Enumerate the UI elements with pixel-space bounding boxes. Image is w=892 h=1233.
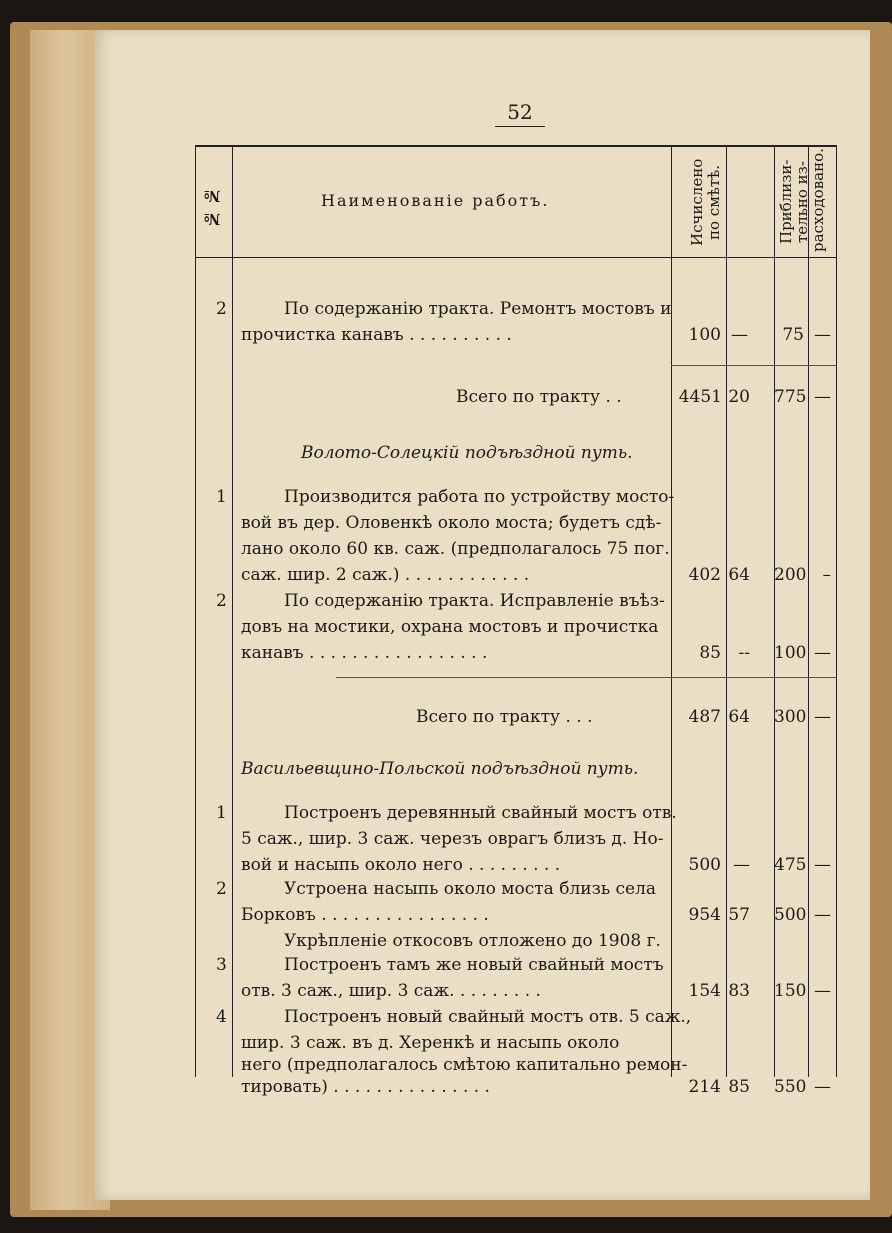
section-title: Волото-Солецкій подъѣздной путь.	[301, 443, 633, 463]
col-divider	[774, 147, 775, 1077]
row-text: вой въ дер. Оловенкѣ около моста; будетъ сдѣ-	[241, 513, 662, 533]
row-text: Построенъ деревянный свайный мостъ отв.	[284, 803, 677, 823]
estimate-kopecks: 85	[728, 1077, 750, 1097]
header-divider	[196, 257, 836, 258]
row-text: 5 саж., шир. 3 саж. черезъ оврагъ близъ д. Но-	[241, 829, 664, 849]
row-text: прочистка канавъ . . . . . . . . . .	[241, 325, 512, 345]
row-text: тировать) . . . . . . . . . . . . . . .	[241, 1077, 490, 1097]
row-number: 3	[216, 955, 227, 975]
row-text: Устроена насыпь около моста близь села	[284, 879, 657, 899]
estimate-kopecks: 57	[728, 905, 750, 925]
header-spent-2: тельно из-	[793, 161, 811, 243]
col-divider	[671, 147, 672, 1077]
row-text: Борковъ . . . . . . . . . . . . . . . .	[241, 905, 489, 925]
row-number: 2	[216, 879, 227, 899]
total-label: Всего по тракту . .	[456, 387, 622, 407]
row-text: отв. 3 саж., шир. 3 саж. . . . . . . . .	[241, 981, 541, 1001]
estimate-rubles: 500	[688, 855, 721, 875]
row-text: вой и насыпь около него . . . . . . . . .	[241, 855, 561, 875]
row-number: 1	[216, 803, 227, 823]
row-text: шир. 3 саж. въ д. Херенкѣ и насыпь около	[241, 1033, 620, 1053]
spent-rubles: 500	[774, 905, 807, 925]
row-note: Укрѣпленіе откосовъ отложено до 1908 г.	[284, 931, 661, 951]
col-divider	[726, 147, 727, 1077]
header-estimate-1: Исчислено	[688, 158, 706, 246]
row-text: По содержанію тракта. Исправленіе въѣз-	[284, 591, 665, 611]
row-number: 4	[216, 1007, 227, 1027]
page	[95, 30, 870, 1200]
spent-rubles: 100	[774, 643, 807, 663]
spent-kopecks: —	[814, 855, 831, 875]
header-estimate-2: по смѣтѣ.	[705, 164, 723, 240]
estimate-kopecks: 83	[728, 981, 750, 1001]
row-number: 2	[216, 591, 227, 611]
subtotal-rule	[671, 365, 836, 366]
row-text: По содержанію тракта. Ремонтъ мостовъ и	[284, 299, 672, 319]
row-text: Производится работа по устройству мосто-	[284, 487, 675, 507]
header-name: Наименованіе работъ.	[321, 191, 550, 210]
spent-kopecks: —	[814, 707, 831, 727]
estimate-rubles: 954	[688, 905, 721, 925]
spent-kopecks: —	[814, 981, 831, 1001]
subtotal-rule	[336, 677, 836, 678]
header-spent-3: расходовано.	[809, 148, 827, 252]
spent-rubles: 475	[774, 855, 807, 875]
row-text: Построенъ новый свайный мостъ отв. 5 саж.,	[284, 1007, 692, 1027]
spent-kopecks: —	[814, 387, 831, 407]
estimate-rubles: 100	[688, 325, 721, 345]
spent-rubles: 300	[774, 707, 807, 727]
estimate-rubles: 4451	[678, 387, 722, 407]
spent-kopecks: —	[814, 325, 831, 345]
row-text: довъ на мостики, охрана мостовъ и прочистка	[241, 617, 659, 637]
estimate-kopecks: 64	[728, 707, 750, 727]
row-text: канавъ . . . . . . . . . . . . . . . . .	[241, 643, 488, 663]
estimate-kopecks: —	[731, 325, 748, 345]
estimate-kopecks: 20	[728, 387, 750, 407]
row-text: него (предполагалось смѣтою капитально ремон-	[241, 1055, 688, 1075]
row-number: 2	[216, 299, 227, 319]
header-spent-1: Приблизи-	[777, 159, 795, 245]
estimate-rubles: 402	[688, 565, 721, 585]
spent-kopecks: —	[814, 643, 831, 663]
spent-rubles: 150	[774, 981, 807, 1001]
spent-rubles: 200	[774, 565, 807, 585]
spent-rubles: 550	[774, 1077, 807, 1097]
spent-rubles: 75	[782, 325, 804, 345]
section-title: Васильевщино-Польской подъѣздной путь.	[241, 759, 639, 779]
row-text: саж. шир. 2 саж.) . . . . . . . . . . . .	[241, 565, 530, 585]
spent-kopecks: –	[822, 565, 831, 585]
spent-kopecks: —	[814, 905, 831, 925]
estimate-rubles: 487	[688, 707, 721, 727]
col-divider	[232, 147, 233, 1077]
row-text: Построенъ тамъ же новый свайный мостъ	[284, 955, 664, 975]
header-no: № №	[203, 186, 221, 228]
estimate-rubles: 214	[688, 1077, 721, 1097]
estimate-kopecks: —	[733, 855, 750, 875]
row-text: лано около 60 кв. саж. (предполагалось 75 пог.	[241, 539, 670, 559]
page-number: 52	[495, 100, 545, 127]
estimate-rubles: 85	[699, 643, 721, 663]
spent-kopecks: —	[814, 1077, 831, 1097]
col-divider	[808, 147, 809, 1077]
estimate-rubles: 154	[688, 981, 721, 1001]
estimate-kopecks: --	[738, 643, 750, 663]
total-label: Всего по тракту . . .	[416, 707, 593, 727]
row-number: 1	[216, 487, 227, 507]
works-table	[195, 145, 837, 1097]
estimate-kopecks: 64	[728, 565, 750, 585]
spent-rubles: 775	[774, 387, 807, 407]
